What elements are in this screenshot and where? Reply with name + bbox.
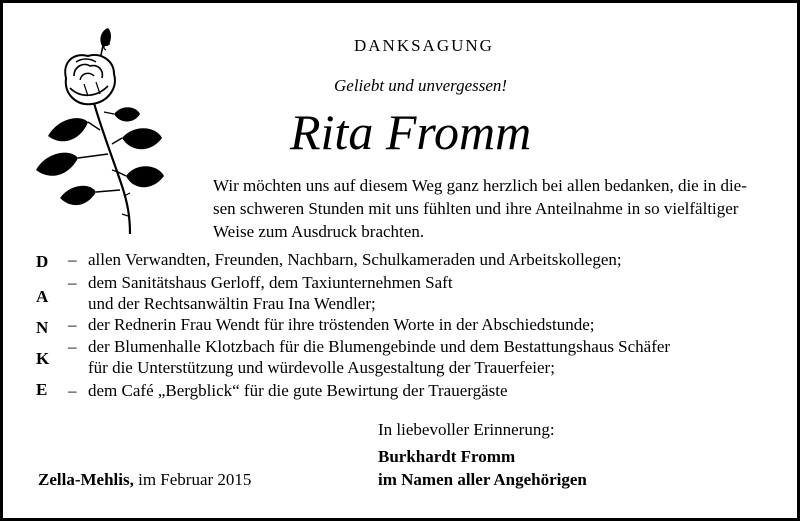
date: im Februar 2015 (138, 470, 252, 489)
rose-icon (30, 26, 170, 236)
list-dash: – (68, 337, 77, 356)
deceased-name: Rita Fromm (290, 104, 532, 160)
list-dash: – (68, 381, 77, 400)
list-dash: – (68, 250, 77, 269)
danke-letter: K (36, 349, 50, 368)
list-dash: – (68, 273, 77, 292)
danke-letter: N (36, 318, 49, 337)
place: Zella-Mehlis, (38, 470, 134, 489)
danke-letter: E (36, 380, 48, 399)
thanks-line: allen Verwandten, Freunden, Nachbarn, Schulkameraden und Arbeitskollegen; (88, 250, 622, 269)
danke-letter: D (36, 252, 49, 271)
place-date (38, 470, 251, 490)
danke-letter: A (36, 287, 49, 306)
intro-line: sen schweren Stunden mit uns fühlten und ihre Anteilnahme in so vielfältiger (213, 199, 739, 218)
signature-note: im Namen aller Angehörigen (378, 470, 587, 489)
thanks-line: der Blumenhalle Klotzbach für die Blumengebinde und dem Bestattungshaus Schäfer (88, 337, 671, 356)
list-dash: – (68, 315, 77, 334)
intro-line: Wir möchten uns auf diesem Weg ganz herzlich bei allen bedanken, die in die- (213, 176, 747, 195)
notice-header: DANKSAGUNG (354, 36, 494, 55)
intro-line: Weise zum Ausdruck brachten. (213, 222, 425, 241)
thanks-line: dem Café „Bergblick“ für die gute Bewirtung der Trauergäste (88, 381, 508, 400)
closing-line: In liebevoller Erinnerung: (378, 420, 555, 439)
thanks-line: für die Unterstützung und würdevolle Ausgestaltung der Trauerfeier; (88, 358, 555, 377)
thanks-line: dem Sanitätshaus Gerloff, dem Taxiunternehmen Saft (88, 273, 453, 292)
thanks-line: und der Rechtsanwältin Frau Ina Wendler; (88, 294, 376, 313)
thanks-line: der Rednerin Frau Wendt für ihre tröstenden Worte in der Abschiedstunde; (88, 315, 595, 334)
motto: Geliebt und unvergessen! (334, 76, 508, 95)
signature-name: Burkhardt Fromm (378, 447, 516, 466)
